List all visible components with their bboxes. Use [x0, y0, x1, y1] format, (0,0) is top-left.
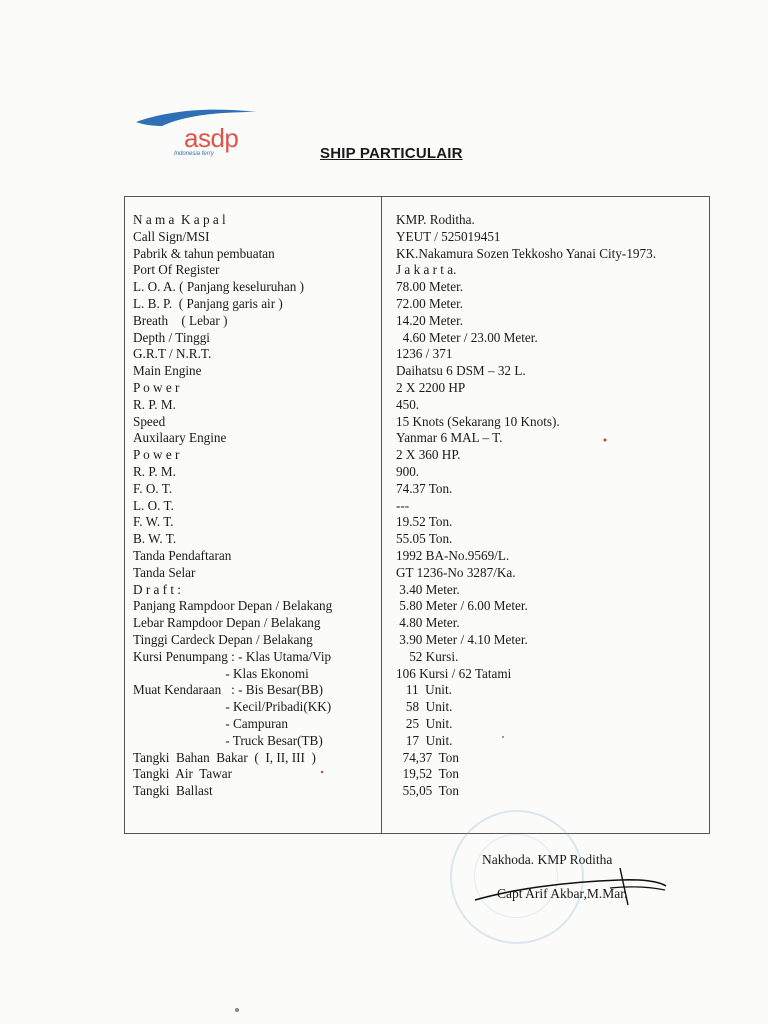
captain-title: Nakhoda. KMP Roditha — [482, 852, 613, 867]
particular-value: 2 X 360 HP. — [396, 447, 461, 463]
particular-label: L. O. T. — [133, 497, 174, 513]
particular-label: Breath ( Lebar ) — [133, 312, 228, 328]
particular-value: YEUT / 525019451 — [396, 228, 501, 244]
particular-value: 52 Kursi. — [396, 648, 459, 664]
particular-label: P o w e r — [133, 447, 180, 463]
particular-value: 4.80 Meter. — [396, 615, 460, 631]
particular-value: 900. — [396, 463, 420, 479]
particular-value: --- — [396, 497, 410, 513]
particular-label: Tanda Selar — [133, 564, 196, 580]
particular-label: Auxilaary Engine — [133, 430, 227, 446]
particular-value: J a k a r t a. — [396, 262, 457, 278]
particular-label: F. O. T. — [133, 480, 173, 496]
logo-tagline: Indonesia ferry — [174, 151, 214, 157]
particular-label: Panjang Rampdoor Depan / Belakang — [133, 598, 333, 614]
particular-value: KMP. Roditha. — [396, 212, 475, 227]
particular-value: 2 X 2200 HP — [396, 379, 466, 395]
particular-label: Speed — [133, 413, 166, 429]
particular-label: Tangki Bahan Bakar ( I, II, III ) — [133, 749, 316, 765]
particular-value: 55.05 Ton. — [396, 531, 453, 547]
particular-label: G.R.T / N.R.T. — [133, 346, 212, 362]
particular-value: 1236 / 371 — [396, 346, 453, 362]
particular-label: Tangki Air Tawar — [133, 766, 232, 782]
particular-value: 74.37 Ton. — [396, 480, 453, 496]
particular-label: Tinggi Cardeck Depan / Belakang — [133, 631, 313, 647]
particular-value: 78.00 Meter. — [396, 279, 464, 295]
particular-value: KK.Nakamura Sozen Tekkosho Yanai City-1973. — [396, 245, 656, 261]
particular-value: 11 Unit. — [396, 682, 452, 698]
particular-label: D r a f t : — [133, 581, 181, 597]
particular-label: Port Of Register — [133, 262, 220, 278]
particular-label: Depth / Tinggi — [133, 329, 210, 345]
particular-value: Yanmar 6 MAL – T. — [396, 430, 503, 446]
particular-value: 106 Kursi / 62 Tatami — [396, 665, 512, 681]
particular-label: N a m a K a p a l — [133, 212, 226, 227]
particular-label: Tangki Ballast — [133, 783, 213, 799]
particular-label: - Kecil/Pribadi(KK) — [133, 699, 332, 715]
particular-label: Kursi Penumpang : - Klas Utama/Vip — [133, 648, 332, 664]
particular-label: L. O. A. ( Panjang keseluruhan ) — [133, 279, 305, 295]
particular-value: 450. — [396, 396, 420, 412]
particular-label: Pabrik & tahun pembuatan — [133, 245, 275, 261]
particular-value: 19,52 Ton — [396, 766, 459, 782]
particular-value: 74,37 Ton — [396, 749, 459, 765]
particular-value: 3.90 Meter / 4.10 Meter. — [396, 631, 528, 647]
particular-label: R. P. M. — [133, 463, 176, 479]
particular-value: 55,05 Ton — [396, 783, 459, 799]
particular-label: P o w e r — [133, 379, 180, 395]
particular-value: 19.52 Ton. — [396, 514, 453, 530]
particular-value: 1992 BA-No.9569/L. — [396, 547, 510, 563]
particular-value: GT 1236-No 3287/Ka. — [396, 564, 516, 580]
particular-value: 15 Knots (Sekarang 10 Knots). — [396, 413, 560, 429]
particular-value: 17 Unit. — [396, 732, 453, 748]
particular-label: - Campuran — [133, 715, 288, 731]
particular-label: - Klas Ekonomi — [133, 665, 309, 681]
page-title: SHIP PARTICULAIR — [320, 145, 463, 162]
particular-value: Daihatsu 6 DSM – 32 L. — [396, 363, 526, 379]
particular-label: Lebar Rampdoor Depan / Belakang — [133, 615, 321, 631]
particular-label: B. W. T. — [133, 531, 177, 547]
particular-value: 72.00 Meter. — [396, 295, 464, 311]
particular-label: R. P. M. — [133, 396, 176, 412]
particular-value: 3.40 Meter. — [396, 581, 460, 597]
particular-label: Tanda Pendaftaran — [133, 547, 232, 563]
particular-label: Call Sign/MSI — [133, 228, 210, 244]
particular-label: - Truck Besar(TB) — [133, 732, 323, 748]
particular-value: 4.60 Meter / 23.00 Meter. — [396, 329, 538, 345]
particular-label: F. W. T. — [133, 514, 174, 530]
particular-label: L. B. P. ( Panjang garis air ) — [133, 295, 283, 311]
captain-name: Capt Arif Akbar,M.Mar. — [497, 886, 628, 901]
particular-label: Muat Kendaraan : - Bis Besar(BB) — [133, 682, 324, 698]
particular-value: 58 Unit. — [396, 699, 453, 715]
particular-label: Main Engine — [133, 363, 202, 379]
particular-value: 14.20 Meter. — [396, 312, 464, 328]
particular-value: 5.80 Meter / 6.00 Meter. — [396, 598, 528, 614]
logo-brand: asdp — [184, 123, 239, 153]
particular-value: 25 Unit. — [396, 715, 453, 731]
